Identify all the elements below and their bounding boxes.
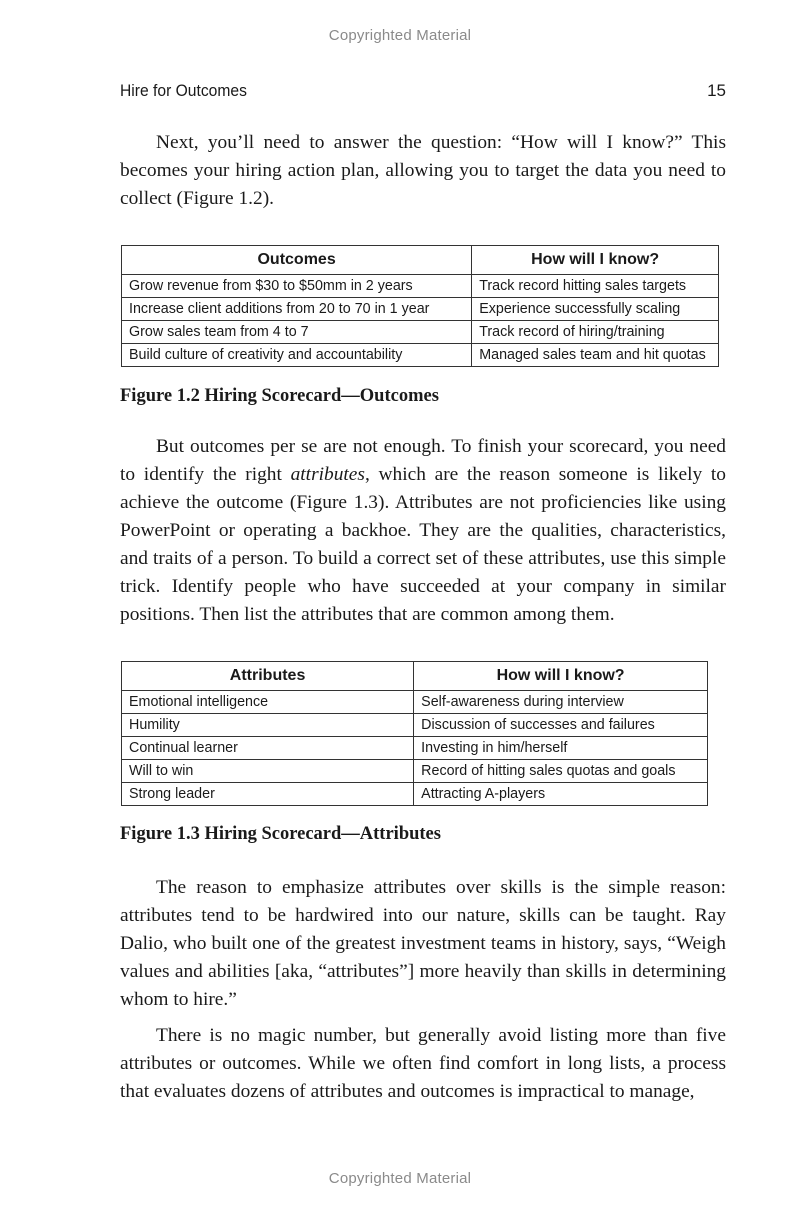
table-cell: Managed sales team and hit quotas	[472, 344, 719, 367]
table-cell: Track record of hiring/training	[472, 321, 719, 344]
table-cell: Build culture of creativity and accountability	[122, 344, 472, 367]
table-cell: Increase client additions from 20 to 70 in 1 year	[122, 298, 472, 321]
table-row	[122, 714, 708, 737]
paragraph-2	[120, 433, 726, 629]
outcomes-table	[121, 245, 719, 367]
watermark-bottom: Copyrighted Material	[328, 1170, 472, 1187]
table-cell: Discussion of successes and failures	[414, 714, 708, 737]
paragraph-1-text: Next, you’ll need to answer the question: “How will I know?” This becomes your hiring action plan, allowing you to target the data you need to collect (Figure 1.2).	[120, 132, 726, 209]
column-header-how-will-i-know: How will I know?	[472, 246, 719, 275]
column-header-outcomes: Outcomes	[122, 246, 472, 275]
table-cell: Emotional intelligence	[122, 691, 414, 714]
running-title: Hire for Outcomes	[120, 81, 247, 100]
table-row	[122, 275, 719, 298]
table-cell: Strong leader	[122, 783, 414, 806]
emphasis-attributes: attributes	[290, 464, 365, 485]
watermark-top: Copyrighted Material	[328, 27, 472, 44]
page-number: 15	[707, 81, 726, 100]
table-cell: Experience successfully scaling	[472, 298, 719, 321]
table-row	[122, 691, 708, 714]
paragraph-3-text: The reason to emphasize attributes over skills is the simple reason: attributes tend to be hardwired into our nature, skills can be taught. Ray Dalio, who built one of the greatest investment teams in history, says, “Weigh values and abilities [aka, “attributes”] more heavily than skills in determining whom to hire.”	[120, 877, 726, 1010]
running-header	[120, 81, 726, 101]
column-header-how-will-i-know: How will I know?	[414, 662, 708, 691]
table-row	[122, 298, 719, 321]
paragraph-4	[120, 1022, 726, 1106]
table-cell: Grow revenue from $30 to $50mm in 2 years	[122, 275, 472, 298]
table-cell: Grow sales team from 4 to 7	[122, 321, 472, 344]
table-row	[122, 760, 708, 783]
table-cell: Track record hitting sales targets	[472, 275, 719, 298]
table-row	[122, 321, 719, 344]
paragraph-2-text-start: But outcomes per se are not enough. To finish your scorecard, you need to identify the right	[120, 436, 726, 485]
table-row	[122, 783, 708, 806]
figure-1-3-caption: Figure 1.3 Hiring Scorecard—Attributes	[120, 824, 441, 844]
table-cell: Attracting A-players	[414, 783, 708, 806]
table-header-row	[122, 246, 719, 275]
attributes-table	[121, 661, 708, 806]
table-cell: Continual learner	[122, 737, 414, 760]
column-header-attributes: Attributes	[122, 662, 414, 691]
table-cell: Humility	[122, 714, 414, 737]
table-cell: Self-awareness during interview	[414, 691, 708, 714]
table-row	[122, 737, 708, 760]
table-cell: Record of hitting sales quotas and goals	[414, 760, 708, 783]
table-cell: Investing in him/herself	[414, 737, 708, 760]
table-header-row	[122, 662, 708, 691]
paragraph-2-text-end: , which are the reason someone is likely to achieve the outcome (Figure 1.3). Attributes are not proficiencies like using PowerPoint or operating a backhoe. They are the qualities, characteristics, and traits of a person. To build a correct set of these attributes, use this simple trick. Identify people who have succeeded at your company in similar positions. Then list the attributes that are common among them.	[120, 464, 726, 625]
figure-1-2-caption: Figure 1.2 Hiring Scorecard—Outcomes	[120, 386, 439, 406]
table-cell: Will to win	[122, 760, 414, 783]
paragraph-4-text: There is no magic number, but generally avoid listing more than five attributes or outcomes. While we often find comfort in long lists, a process that evaluates dozens of attributes and outcomes is impractical to manage,	[120, 1025, 726, 1102]
paragraph-1	[120, 129, 726, 213]
table-row	[122, 344, 719, 367]
paragraph-3	[120, 874, 726, 1014]
